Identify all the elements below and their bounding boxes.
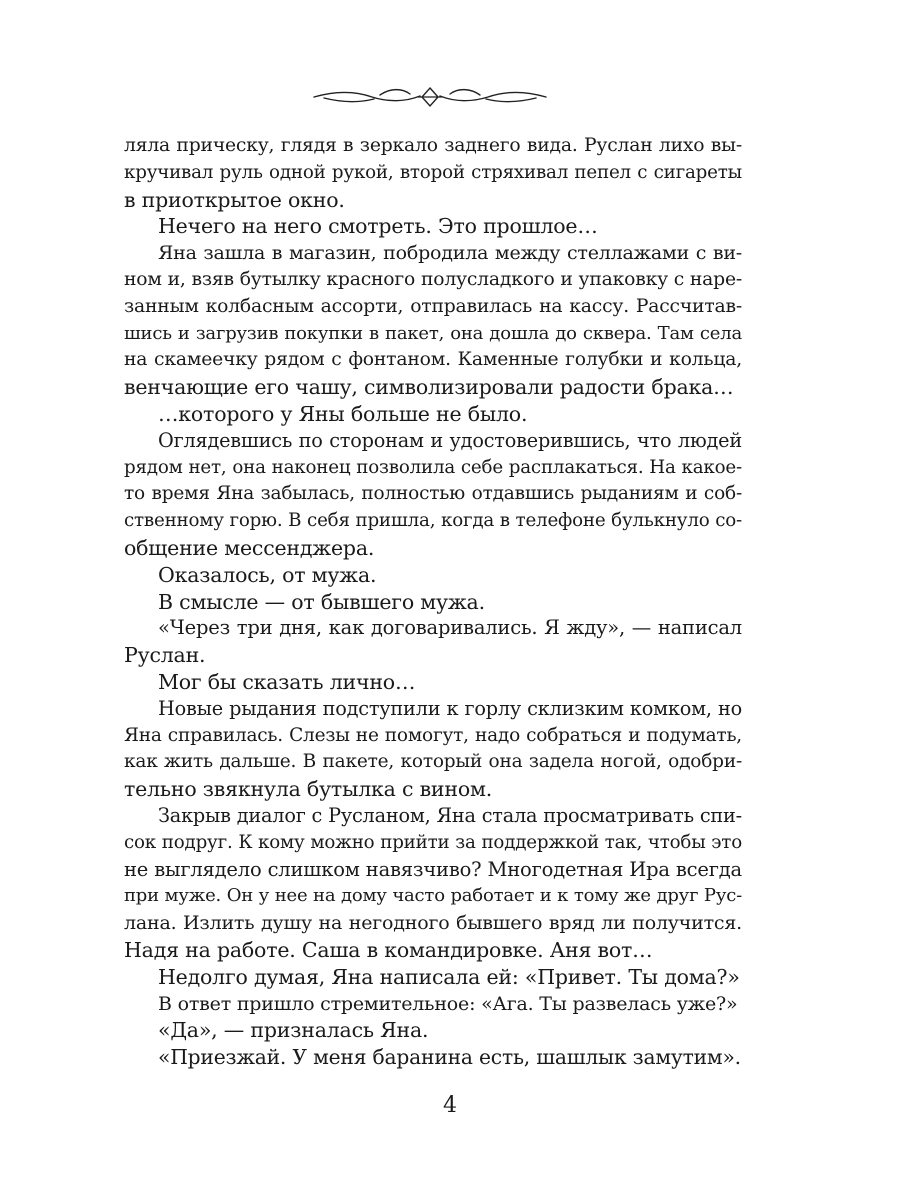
text-line: тельно звякнула бутылка с вином.: [124, 777, 493, 802]
body-text: [124, 133, 742, 1071]
text-line: сок подруг. К кому можно прийти за поддержкой так, чтобы это: [124, 831, 742, 853]
text-line: кручивал руль одной рукой, второй стряхивал пепел с сигареты: [124, 161, 742, 183]
flourish-ornament: [310, 82, 550, 112]
text-line: Оглядевшись по сторонам и удостоверившись, что людей: [158, 428, 742, 452]
text-line: В ответ пришло стремительное: «Ага. Ты развелась уже?»: [158, 992, 738, 1015]
text-line: на скамеечку рядом с фонтаном. Каменные голубки и кольца,: [124, 349, 742, 371]
text-line: Закрыв диалог с Русланом, Яна стала просматривать спи-: [158, 803, 742, 827]
text-line: В смысле — от бывшего мужа.: [158, 589, 485, 614]
text-line: в приоткрытое окно.: [124, 187, 345, 212]
text-line: не выглядело слишком навязчиво? Многодетная Ира всегда: [124, 857, 742, 881]
text-line: венчающие его чашу, символизировали радости брака…: [124, 375, 734, 400]
text-line: «Приезжай. У меня баранина есть, шашлык замутим».: [158, 1045, 741, 1070]
text-line: Новые рыдания подступили к горлу склизким комком, но: [158, 696, 742, 720]
text-line: Руслан.: [124, 643, 206, 668]
text-line: занным колбасным ассорти, отправилась на кассу. Рассчитав-: [124, 295, 742, 317]
text-line: ном и, взяв бутылку красного полусладкого и упаковку с наре-: [124, 268, 742, 290]
text-line: то время Яна забылась, полностью отдавшись рыданиям и соб-: [124, 483, 742, 505]
text-line: «Да», — призналась Яна.: [158, 1018, 429, 1043]
text-line: рядом нет, она наконец позволила себе расплакаться. На какое-: [124, 456, 742, 478]
text-line: шись и загрузив покупки в пакет, она дошла до сквера. Там села: [124, 322, 742, 344]
text-line: Надя на работе. Саша в командировке. Аня вот…: [124, 937, 653, 962]
text-line: общение мессенджера.: [124, 535, 375, 560]
text-line: Яна справилась. Слезы не помогут, надо собраться и подумать,: [124, 724, 742, 746]
text-line: Мог бы сказать лично…: [158, 669, 416, 694]
text-line: как жить дальше. В пакете, который она задела ногой, одобри-: [124, 751, 742, 773]
text-line: …которого у Яны больше не было.: [158, 401, 528, 426]
text-line: при муже. Он у нее на дому часто работает и к тому же друг Рус-: [124, 885, 742, 907]
text-line: «Через три дня, как договаривались. Я жду», — написал: [158, 616, 742, 640]
text-line: Яна зашла в магазин, побродила между стеллажами с ви-: [158, 242, 742, 265]
text-line: Оказалось, от мужа.: [158, 562, 377, 587]
text-line: ственному горю. В себя пришла, когда в телефоне булькнуло со-: [124, 510, 742, 532]
text-line: ляла прическу, глядя в зеркало заднего вида. Руслан лихо вы-: [124, 135, 742, 156]
text-line: Нечего на него смотреть. Это прошлое…: [158, 214, 598, 239]
page-number: 4: [443, 1093, 457, 1118]
text-line: Недолго думая, Яна написала ей: «Привет. Ты дома?»: [158, 964, 740, 989]
text-line: лана. Излить душу на негодного бывшего вряд ли получится.: [124, 912, 742, 935]
